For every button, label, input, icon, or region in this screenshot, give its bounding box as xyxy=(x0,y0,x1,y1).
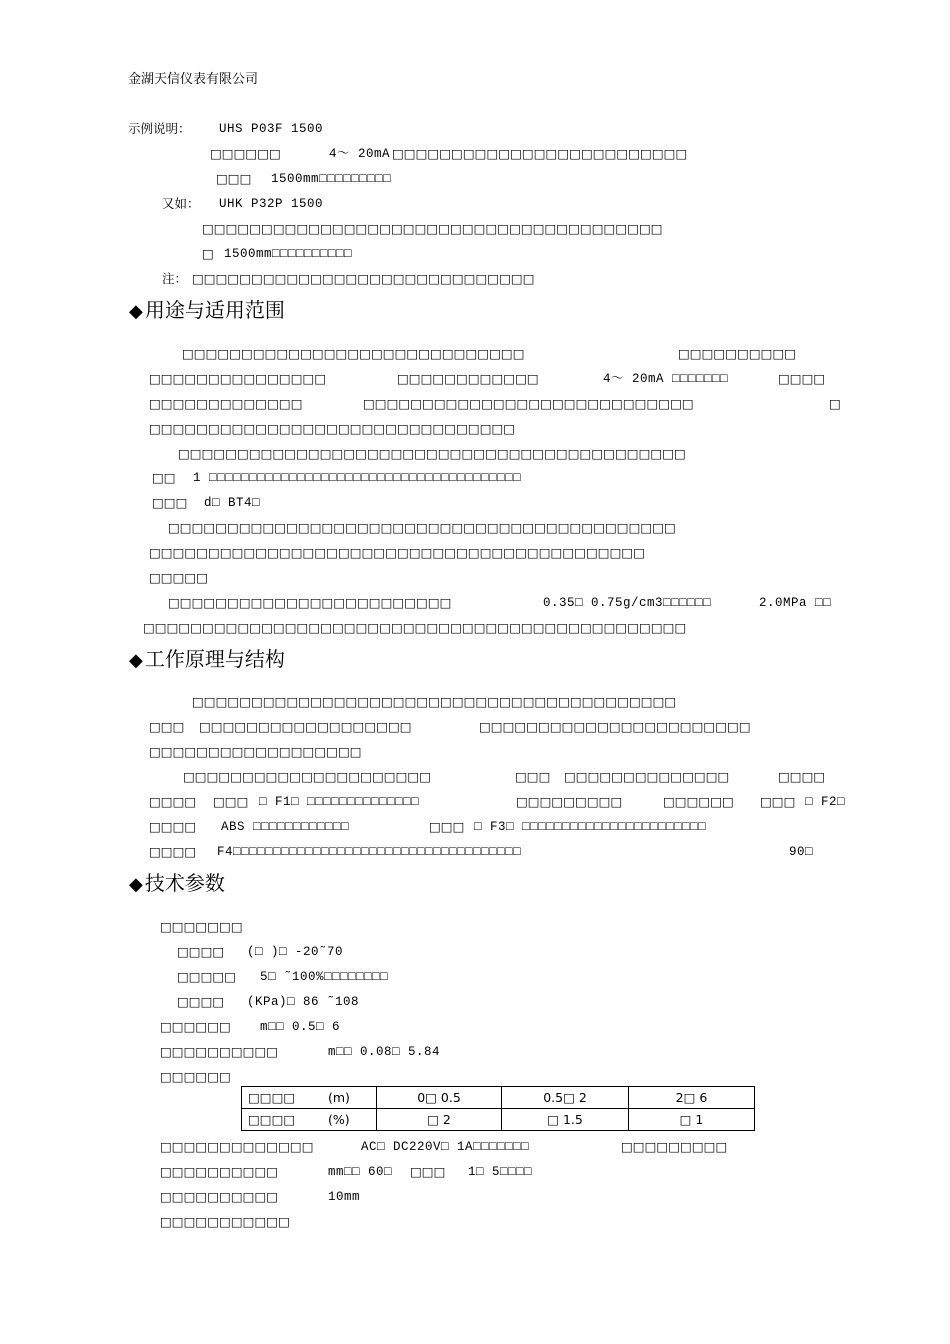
principle-l2-c: □□□□□□□□□□□□□□□□□□□□□□□ xyxy=(479,719,751,734)
table-cell: (%) xyxy=(322,1109,377,1131)
usage-p8: □□□□□□□□□□□□□□□□□□□□□□□□□□□□□□□□□□□□□□□□□□□ xyxy=(168,520,676,535)
principle-l6-c: □□□ xyxy=(429,819,465,834)
table-cell: □□□□ xyxy=(242,1109,323,1131)
spec-dimension-value-3: 1□ 5□□□□ xyxy=(468,1165,533,1179)
spec-temp-value: (□ )□ -20˜70 xyxy=(247,945,344,959)
example-code-2: UHK P32P 1500 xyxy=(219,197,324,211)
spec-power-label: □□□□□□□□□□□□□ xyxy=(160,1139,314,1154)
usage-p7-a: □□□ xyxy=(152,495,188,510)
principle-l6-b: ABS □□□□□□□□□□□□ xyxy=(221,820,350,834)
example-line2-a: □□□ xyxy=(216,171,252,186)
principle-l3: □□□□□□□□□□□□□□□□□□ xyxy=(149,744,362,759)
principle-l5-f: □□□ xyxy=(760,794,796,809)
table-cell: 0.5□ 2 xyxy=(502,1087,629,1109)
spec-temp-label: □□□□ xyxy=(177,944,225,959)
spec-env-label: □□□□□□□ xyxy=(160,919,243,934)
spec-humidity-label: □□□□□ xyxy=(177,969,237,984)
spec-range2-label: □□□□□□□□□□ xyxy=(160,1044,279,1059)
table-row xyxy=(242,1087,755,1109)
spec-humidity-value: 5□ ˜100%□□□□□□□□ xyxy=(260,970,389,984)
usage-p4: □□□□□□□□□□□□□□□□□□□□□□□□□□□□□□□ xyxy=(149,421,516,436)
spec-range-value: m□□ 0.5□ 6 xyxy=(260,1020,341,1034)
spec-resolution-label: □□□□□□□□□□ xyxy=(160,1189,279,1204)
example-line1-b: 4～ 20mA xyxy=(329,147,391,161)
usage-p11-b: 0.35□ 0.75g/cm3□□□□□□ xyxy=(543,596,712,610)
principle-l4-d: □□□□ xyxy=(778,769,826,784)
accuracy-table xyxy=(241,1086,755,1131)
usage-p7-b: d□ BT4□ xyxy=(204,496,261,510)
usage-p3-c: □ xyxy=(829,396,841,411)
usage-p2-b: □□□□□□□□□□□□ xyxy=(397,371,539,386)
note-text: □□□□□□□□□□□□□□□□□□□□□□□□□□□□□ xyxy=(192,271,535,286)
spec-last-label: □□□□□□□□□□□ xyxy=(160,1214,290,1229)
usage-p11-c: 2.0MPa □□ xyxy=(759,596,832,610)
example-label: 示例说明： xyxy=(128,121,191,136)
usage-p3-b: □□□□□□□□□□□□□□□□□□□□□□□□□□□□ xyxy=(363,396,694,411)
usage-p12: □□□□□□□□□□□□□□□□□□□□□□□□□□□□□□□□□□□□□□□□□□□□□□ xyxy=(143,620,687,635)
principle-l7-c: 90□ xyxy=(789,845,814,859)
principle-l5-d: □□□□□□□□□ xyxy=(516,794,623,809)
diamond-bullet-icon: ◆ xyxy=(129,650,143,671)
usage-p11-a: □□□□□□□□□□□□□□□□□□□□□□□□ xyxy=(168,595,452,610)
principle-l5-g: □ F2□ xyxy=(805,795,846,809)
usage-p5: □□□□□□□□□□□□□□□□□□□□□□□□□□□□□□□□□□□□□□□□□□□ xyxy=(178,446,686,461)
usage-p10: □□□□□ xyxy=(149,570,209,585)
usage-p6-b: 1 □□□□□□□□□□□□□□□□□□□□□□□□□□□□□□□□□□□□□□□ xyxy=(193,471,522,485)
spec-accuracy-label: □□□□□□ xyxy=(160,1069,231,1084)
example-line1-c: □□□□□□□□□□□□□□□□□□□□□□□□□ xyxy=(392,146,688,161)
spec-pressure-value: (KPa)□ 86 ˜108 xyxy=(247,995,360,1009)
example-line1-a: □□□□□□ xyxy=(210,146,281,161)
table-cell: 0□ 0.5 xyxy=(377,1087,502,1109)
spec-power-value-2: □□□□□□□□□ xyxy=(621,1139,728,1154)
example-line4-b: 1500mm□□□□□□□□□□ xyxy=(224,247,353,261)
table-cell: □ 1 xyxy=(629,1109,755,1131)
diamond-bullet-icon: ◆ xyxy=(129,301,143,322)
spec-resolution-value: 10mm xyxy=(328,1190,361,1204)
usage-p1-a: □□□□□□□□□□□□□□□□□□□□□□□□□□□□□ xyxy=(182,346,525,361)
principle-l6-a: □□□□ xyxy=(149,819,197,834)
principle-l5-b: □□□ xyxy=(213,794,249,809)
section-heading-usage xyxy=(129,298,285,324)
spec-pressure-label: □□□□ xyxy=(177,994,225,1009)
principle-l5-c: □ F1□ □□□□□□□□□□□□□□ xyxy=(259,795,420,809)
usage-p2-d: □□□□ xyxy=(778,371,826,386)
principle-l7-b: F4□□□□□□□□□□□□□□□□□□□□□□□□□□□□□□□□□□□□ xyxy=(217,845,522,859)
principle-l7-a: □□□□ xyxy=(149,844,197,859)
spec-power-value: AC□ DC220V□ 1A□□□□□□□ xyxy=(361,1140,530,1154)
principle-l5-a: □□□□ xyxy=(149,794,197,809)
principle-l4-a: □□□□□□□□□□□□□□□□□□□□□ xyxy=(183,769,432,784)
table-row xyxy=(242,1109,755,1131)
spec-range-label: □□□□□□ xyxy=(160,1019,231,1034)
diamond-bullet-icon: ◆ xyxy=(129,874,143,895)
section-heading-specs xyxy=(129,871,225,897)
usage-p3-a: □□□□□□□□□□□□□ xyxy=(149,396,303,411)
principle-l2-a: □□□ xyxy=(149,719,185,734)
table-cell: □ 1.5 xyxy=(502,1109,629,1131)
example-line2-b: 1500mm□□□□□□□□□ xyxy=(271,172,392,186)
section-heading-principle-text: 工作原理与结构 xyxy=(144,647,285,671)
principle-l4-c: □□□□□□□□□□□□□□ xyxy=(564,769,730,784)
principle-l5-e: □□□□□□ xyxy=(663,794,734,809)
note-label: 注： xyxy=(162,271,188,286)
section-heading-specs-text: 技术参数 xyxy=(144,871,225,895)
usage-p6-a: □□ xyxy=(152,470,176,485)
usage-p2-c: 4～ 20mA □□□□□□□ xyxy=(603,372,729,386)
principle-l2-b: □□□□□□□□□□□□□□□□□□ xyxy=(199,719,412,734)
example-line3: □□□□□□□□□□□□□□□□□□□□□□□□□□□□□□□□□□□□□□□ xyxy=(202,221,663,236)
usage-p2-a: □□□□□□□□□□□□□□□ xyxy=(149,371,327,386)
company-header: 金湖天信仪表有限公司 xyxy=(128,72,259,87)
example-line4-a: □ xyxy=(202,246,214,261)
spec-dimension-value: mm□□ 60□ xyxy=(328,1165,393,1179)
usage-p1-b: □□□□□□□□□□ xyxy=(678,346,797,361)
principle-l6-d: □ F3□ □□□□□□□□□□□□□□□□□□□□□□□ xyxy=(474,820,707,834)
section-heading-principle xyxy=(129,647,285,673)
spec-dimension-label: □□□□□□□□□□ xyxy=(160,1164,279,1179)
usage-p9: □□□□□□□□□□□□□□□□□□□□□□□□□□□□□□□□□□□□□□□□□□ xyxy=(149,545,646,560)
spec-range2-value: m□□ 0.08□ 5.84 xyxy=(328,1045,441,1059)
table-cell: □ 2 xyxy=(377,1109,502,1131)
table-cell: □□□□ xyxy=(242,1087,323,1109)
example-code-1: UHS P03F 1500 xyxy=(219,122,324,136)
section-heading-usage-text: 用途与适用范围 xyxy=(144,298,285,322)
principle-l1: □□□□□□□□□□□□□□□□□□□□□□□□□□□□□□□□□□□□□□□□□ xyxy=(192,694,677,709)
also-label: 又如： xyxy=(162,196,200,211)
table-cell: 2□ 6 xyxy=(629,1087,755,1109)
principle-l4-b: □□□ xyxy=(515,769,551,784)
table-cell: (m) xyxy=(322,1087,377,1109)
spec-dimension-value-2: □□□ xyxy=(410,1164,446,1179)
